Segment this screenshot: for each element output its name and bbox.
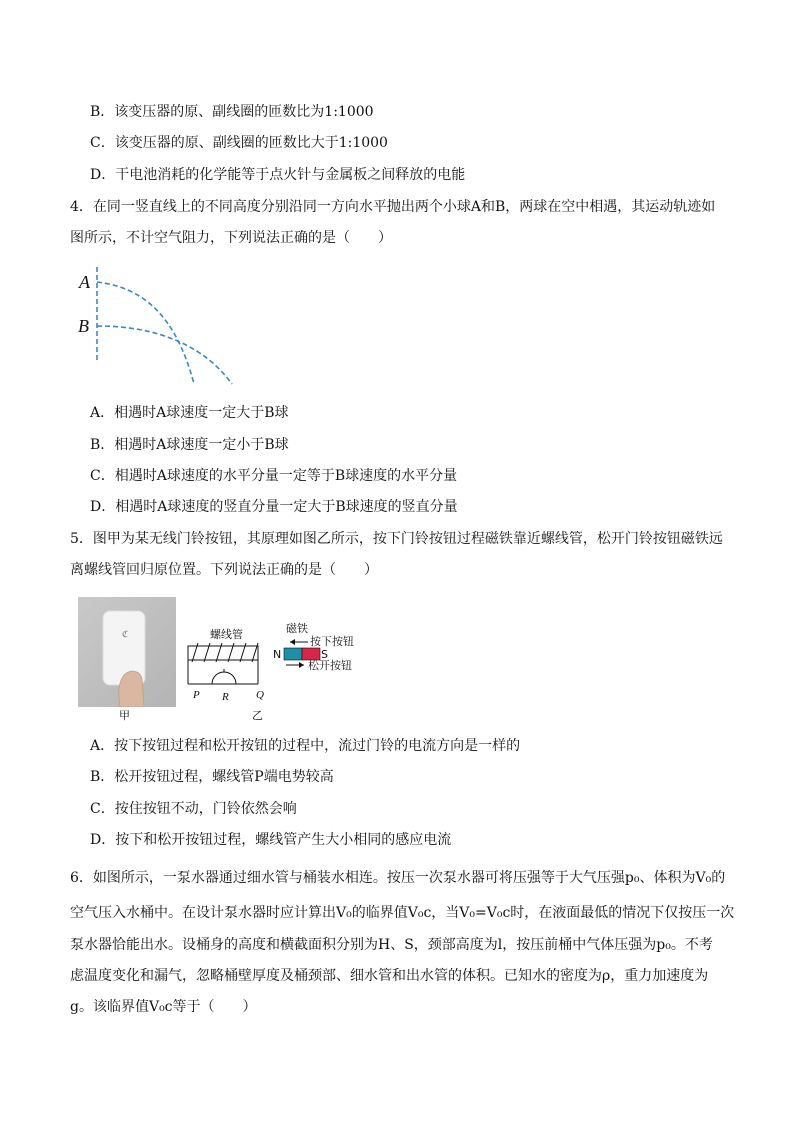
press-label: 按下按钮 (310, 635, 354, 648)
q3-option-c: C．该变压器的原、副线圈的匝数比大于1:1000 (90, 135, 388, 151)
q5-option-a: A．按下按钮过程和松开按钮的过程中，流过门铃的电流方向是一样的 (90, 738, 521, 754)
q5-option-d: D．按下和松开按钮过程，螺线管产生大小相同的感应电流 (90, 832, 452, 848)
arrow-left-icon (290, 639, 295, 645)
doorbell-logo-icon: ℭ (122, 630, 129, 640)
q-label: Q (256, 689, 264, 701)
trajectory-a (97, 282, 194, 384)
release-label: 松开按钮 (308, 659, 352, 672)
q6-line4: 虑温度变化和漏气，忽略桶壁厚度及桶颈部、细水管和出水管的体积。已知水的密度为ρ，重力加速度为 (70, 968, 709, 984)
q6-line5: g。该临界值V₀c等于（ ） (70, 999, 257, 1015)
q4-option-b: B．相遇时A球速度一定小于B球 (90, 437, 289, 453)
n-pole-label: N (273, 648, 282, 661)
label-a: A (79, 272, 90, 292)
q5-stem-line1: 5．图甲为某无线门铃按钮，其原理如图乙所示，按下门铃按钮过程磁铁靠近螺线管，松开门铃按钮磁铁远 (70, 531, 723, 547)
q5-option-c: C．按住按钮不动，门铃依然会响 (90, 801, 297, 817)
s-pole-label: S (321, 648, 328, 661)
q5-option-b: B．松开按钮过程，螺线管P端电势较高 (90, 769, 334, 785)
q6-line1: 6．如图所示，一泵水器通过细水管与桶装水相连。按压一次泵水器可将压强等于大气压强p₀、体积为V₀的 (70, 870, 726, 886)
q3-option-d: D．干电池消耗的化学能等于点火针与金属板之间释放的电能 (90, 167, 466, 183)
magnet-label: 磁铁 (286, 622, 308, 635)
solenoid-label: 螺线管 (210, 628, 243, 641)
q4-option-c: C．相遇时A球速度的水平分量一定等于B球速度的水平分量 (90, 468, 458, 484)
bell-icon (212, 672, 236, 684)
p-label: P (193, 689, 200, 701)
q4-option-d: D．相遇时A球速度的竖直分量一定大于B球速度的竖直分量 (90, 499, 458, 515)
q3-option-b: B．该变压器的原、副线圈的匝数比为1:1000 (90, 104, 374, 120)
q6-line2: 空气压入水桶中。在设计泵水器时应计算出V₀的临界值V₀c，当V₀=V₀c时，在液面最低的情况下仅按压一次 (70, 905, 735, 921)
r-label: R (222, 691, 229, 703)
trajectory-b (97, 326, 232, 384)
solenoid-diagram (180, 618, 370, 703)
photo-caption: 甲 (119, 709, 130, 722)
label-b: B (78, 316, 89, 336)
arrow-right-icon (299, 662, 304, 668)
finger-icon (119, 671, 144, 707)
doorbell-photo (78, 597, 176, 707)
q4-stem-line1: 4．在同一竖直线上的不同高度分别沿同一方向水平抛出两个小球A和B，两球在空中相遇，其运动轨迹如 (70, 199, 716, 215)
magnet-n (284, 648, 302, 660)
q5-stem-line2: 离螺线管回归原位置。下列说法正确的是（ ） (70, 562, 378, 578)
q4-stem-line2: 图所示，不计空气阻力，下列说法正确的是（ ） (70, 230, 392, 246)
q4-option-a: A．相遇时A球速度一定大于B球 (90, 405, 289, 421)
diagram-caption: 乙 (252, 709, 263, 722)
q6-line3: 泵水器恰能出水。设桶身的高度和横截面积分别为H、S，颈部高度为l，按压前桶中气体压强为p₀。不考 (70, 937, 713, 953)
q4-trajectory-figure (70, 262, 240, 387)
